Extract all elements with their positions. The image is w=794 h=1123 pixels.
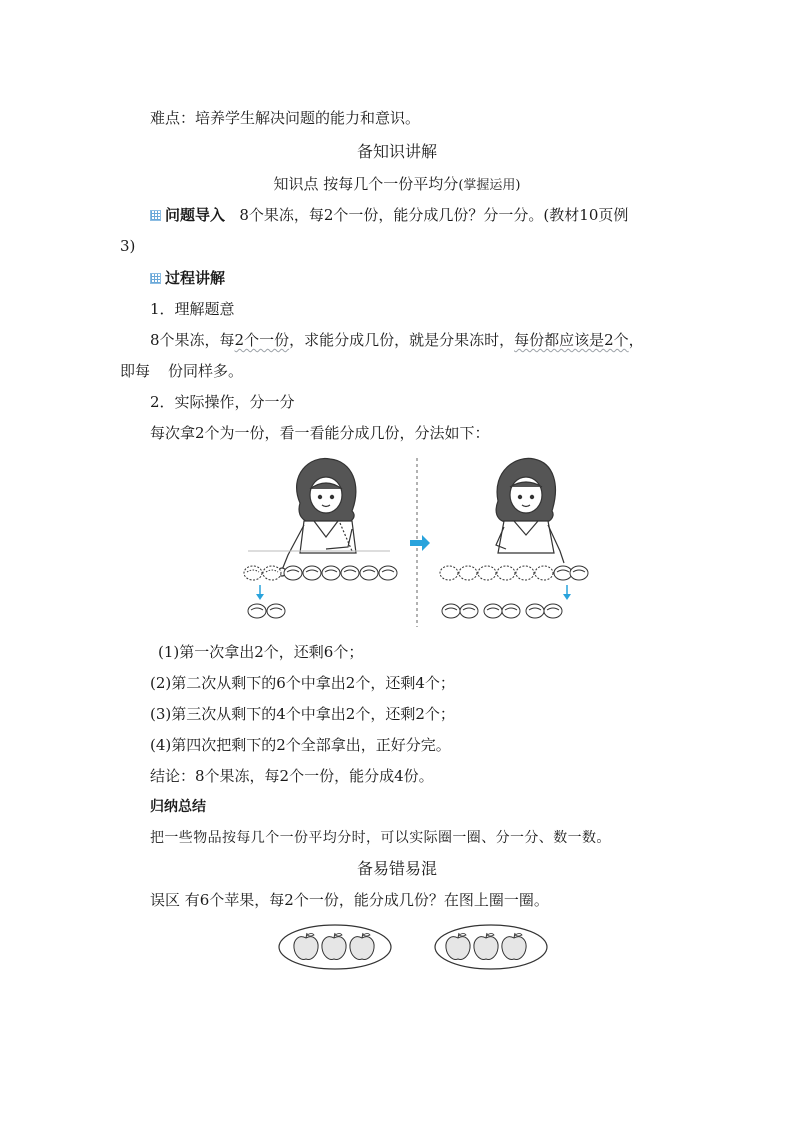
step1-text-e: ， [628,331,644,349]
step1-emphasis-d: 每份都应该是2个 [514,331,629,349]
step2-title: 2．实际操作，分一分 [150,393,295,411]
jelly-row-right [440,566,588,580]
step1-text-line2b: 份同样多。 [168,362,244,380]
problem-intro-label: 问题导入 [165,206,226,224]
step1-emphasis-b: 2个一份 [234,331,290,349]
apples-illustration [278,922,550,972]
step1-line2 [120,361,243,381]
step-item-2: (2)第二次从剩下的6个中拿出2个，还剩4个； [150,674,455,692]
process-label-line [150,268,225,288]
down-arrow-icon [563,585,571,600]
section-marker-icon [150,210,161,221]
jelly-groups-right [442,604,562,618]
step1-title: 1．理解题意 [150,300,235,318]
right-arrow-icon [410,535,430,551]
section-title-mistakes: 备易错易混 [356,859,437,878]
conclusion-text: 结论：8个果冻，每2个一份，能分成4份。 [150,767,434,785]
section-marker-icon [150,273,161,284]
apple-group-left [279,925,391,969]
knowledge-point-tag: (掌握运用) [458,178,521,193]
step1-text-a: 8个果冻，每 [150,331,235,349]
step-item-1: (1)第一次拿出2个，还剩6个； [158,643,364,661]
girl-left-illustration [278,458,356,576]
problem-intro-text-cont: 3) [120,237,136,255]
step1-line1 [150,330,644,350]
summary-text: 把一些物品按每几个一份平均分时，可以实际圈一圈、分一分、数一数。 [150,830,611,846]
step1-text-c: ，求能分成几份，就是分果冻时， [289,331,515,349]
division-illustration [230,455,590,635]
apple-group-right [435,925,547,969]
problem-intro-line [150,205,628,225]
jelly-group-taken-left [248,604,285,618]
knowledge-point-heading [0,174,794,196]
summary-label: 归纳总结 [150,799,206,815]
step-item-4: (4)第四次把剩下的2个全部拿出，正好分完。 [150,736,451,754]
step2-intro: 每次拿2个为一份，看一看能分成几份，分法如下： [150,424,490,442]
step1-text-line2a: 即每 [120,362,151,380]
section-title-knowledge: 备知识讲解 [356,142,437,161]
step-item-3: (3)第三次从剩下的4个中拿出2个，还剩2个； [150,705,455,723]
down-arrow-icon [256,585,264,600]
process-label: 过程讲解 [165,269,226,287]
jelly-row-left [244,566,397,580]
problem-intro-text: 8个果冻，每2个一份，能分成几份？分一分。(教材10页例 [239,206,629,224]
girl-right-illustration [496,458,564,563]
mistake-text: 误区 有6个苹果，每2个一份，能分成几份？在图上圈一圈。 [150,891,549,909]
knowledge-point-title: 知识点 按每几个一份平均分 [273,175,459,193]
difficulty-text: 难点：培养学生解决问题的能力和意识。 [150,109,421,127]
